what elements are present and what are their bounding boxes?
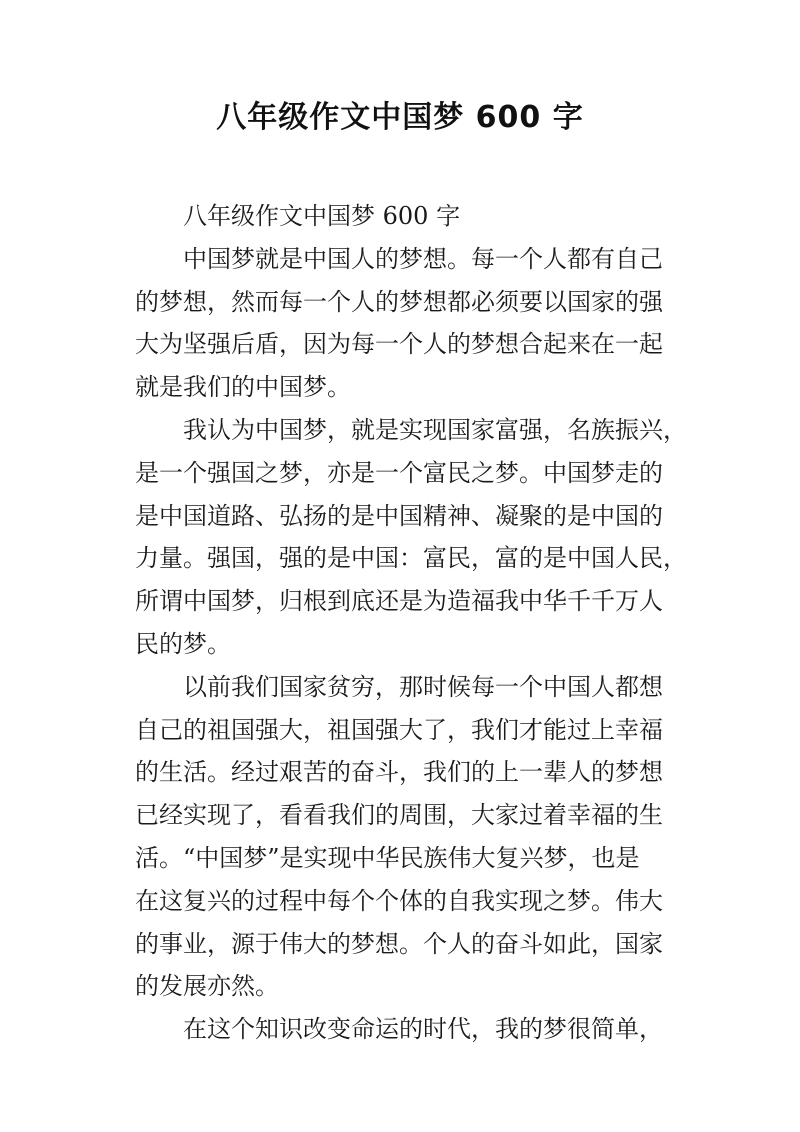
paragraph-line: 的发展亦然。 [135,972,279,1001]
paragraph-line: 大为坚强后盾，因为每一个人的梦想合起来在一起 [135,330,663,359]
paragraph-line: 就是我们的中国梦。 [135,373,351,402]
paragraph-line: 民的梦。 [135,629,231,658]
paragraph-line: 我认为中国梦，就是实现国家富强，名族振兴， [183,415,687,444]
paragraph-line: 活。“中国梦”是实现中华民族伟大复兴梦，也是 [135,843,640,872]
document-title: 八年级作文中国梦 600 字 [216,100,584,135]
subtitle-line: 八年级作文中国梦 600 字 [183,202,461,230]
paragraph-line: 中国梦就是中国人的梦想。每一个人都有自己 [183,244,663,273]
paragraph-line: 所谓中国梦，归根到底还是为造福我中华千千万人 [135,587,663,616]
paragraph-line: 以前我们国家贫穷，那时候每一个中国人都想 [183,672,663,701]
paragraph-line: 力量。强国，强的是中国：富民，富的是中国人民， [135,544,687,573]
paragraph-line: 在这复兴的过程中每个个体的自我实现之梦。伟大 [135,886,663,915]
paragraph-line: 的梦想，然而每一个人的梦想都必须要以国家的强 [135,287,663,316]
paragraph-line: 已经实现了，看看我们的周围，大家过着幸福的生 [135,801,663,830]
paragraph-line: 的事业，源于伟大的梦想。个人的奋斗如此，国家 [135,929,663,958]
paragraph-line: 是一个强国之梦，亦是一个富民之梦。中国梦走的 [135,458,663,487]
paragraph-line: 自己的祖国强大，祖国强大了，我们才能过上幸福 [135,715,663,744]
document-body [135,195,687,1051]
paragraph-line: 在这个知识改变命运的时代，我的梦很简单， [183,1015,663,1044]
paragraph-line: 是中国道路、弘扬的是中国精神、凝聚的是中国的 [135,501,663,530]
paragraph-line: 的生活。经过艰苦的奋斗，我们的上一辈人的梦想 [135,758,663,787]
